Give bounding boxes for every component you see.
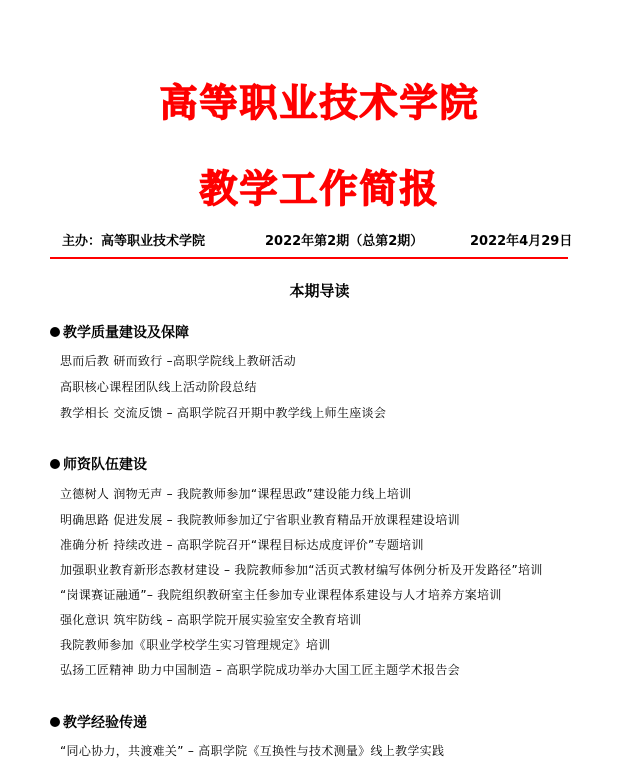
red-divider xyxy=(50,257,568,259)
section-heading-label: 教学经验传递 xyxy=(63,715,147,731)
list-item: 弘扬工匠精神 助力中国制造 – 高职学院成功举办大国工匠主题学术报告会 xyxy=(60,663,460,677)
section-heading-quality xyxy=(50,322,189,342)
masthead-title-line1: 高等职业技术学院 xyxy=(159,81,480,125)
list-item: 立德树人 润物无声 – 我院教师参加“课程思政”建设能力线上培训 xyxy=(60,487,412,501)
sponsor-label: 主办：高等职业技术学院 xyxy=(62,234,206,249)
list-item: 明确思路 促进发展 – 我院教师参加辽宁省职业教育精品开放课程建设培训 xyxy=(60,513,460,527)
section-heading-label: 师资队伍建设 xyxy=(63,457,147,473)
list-item: 我院教师参加《职业学校学生实习管理规定》培训 xyxy=(60,638,331,652)
section-heading-experience xyxy=(50,712,147,732)
section-heading-label: 教学质量建设及保障 xyxy=(63,325,189,341)
list-item: 高职核心课程团队线上活动阶段总结 xyxy=(60,380,257,394)
list-item: 强化意识 筑牢防线 – 高职学院开展实验室安全教育培训 xyxy=(60,613,362,627)
list-item: 准确分析 持续改进 – 高职学院召开“课程目标达成度评价”专题培训 xyxy=(60,538,424,552)
list-item: 加强职业教育新形态教材建设 – 我院教师参加“活页式教材编写体例分析及开发路径”培训 xyxy=(60,563,543,577)
bullet-icon xyxy=(50,327,60,337)
guide-title: 本期导读 xyxy=(289,282,350,300)
bullet-icon xyxy=(50,459,60,469)
list-item: 思而后教 研而致行 –高职学院线上教研活动 xyxy=(60,354,296,368)
list-item: “岗课赛证融通”– 我院组织教研室主任参加专业课程体系建设与人才培养方案培训 xyxy=(60,588,502,602)
bullet-icon xyxy=(50,717,60,727)
issue-number: 2022年第2期（总第2期） xyxy=(265,234,424,249)
list-item: 教学相长 交流反馈 – 高职学院召开期中教学线上师生座谈会 xyxy=(60,406,387,420)
masthead-title-line2: 教学工作简报 xyxy=(199,167,440,211)
issue-date: 2022年4月29日 xyxy=(470,234,573,249)
section-heading-faculty xyxy=(50,454,147,474)
list-item: “同心协力，共渡难关” – 高职学院《互换性与技术测量》线上教学实践 xyxy=(60,744,445,758)
